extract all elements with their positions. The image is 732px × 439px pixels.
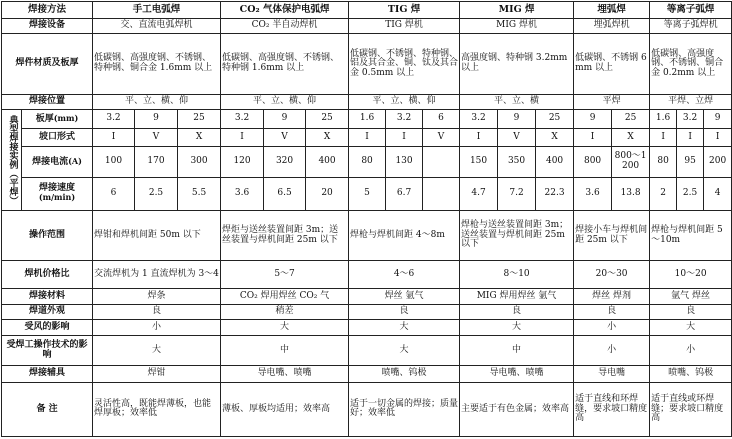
table-cell: 导电嘴、喷嘴: [221, 366, 349, 383]
table-cell: I: [460, 128, 498, 146]
example-side-label-cell: [2, 110, 22, 211]
table-cell: 5～7: [221, 261, 349, 289]
table-cell: 3.6: [221, 177, 264, 210]
table-cell: 良: [349, 304, 460, 320]
thickness-row: [2, 110, 732, 129]
table-cell: I: [650, 128, 677, 146]
table-cell: 320: [264, 146, 306, 177]
table-cell: 4.7: [460, 177, 498, 210]
table-cell: 1.6: [650, 110, 677, 129]
table-cell: 中: [221, 335, 349, 365]
welding-methods-table: [1, 1, 732, 437]
row-label: 焊接设备: [2, 18, 93, 34]
method-saw: 埋弧焊: [574, 2, 650, 19]
table-cell: 低碳钢、不锈钢、特种钢、铝及其合金、铜、钛及其合金 0.5mm 以上: [349, 34, 460, 94]
table-cell: 大: [221, 320, 349, 336]
method-co2: CO₂ 气体保护电弧焊: [221, 2, 349, 19]
table-cell: 焊丝 氩气: [349, 289, 460, 305]
table-cell: 3.2: [677, 110, 704, 129]
table-cell: 3.2: [221, 110, 264, 129]
row-label: 焊件材质及板厚: [2, 34, 93, 94]
table-cell: 9: [264, 110, 306, 129]
consumables-row: [2, 289, 732, 305]
table-cell: 大: [349, 320, 460, 336]
table-cell: 良: [650, 304, 732, 320]
table-cell: 大: [460, 320, 574, 336]
skill-row: [2, 335, 732, 365]
table-cell: 9: [135, 110, 178, 129]
table-cell: 焊枪与焊机间距 4～8m: [349, 211, 460, 261]
appearance-row: [2, 304, 732, 320]
header-label: 焊接方法: [2, 2, 93, 19]
table-cell: 200: [704, 146, 732, 177]
table-cell: CO₂ 焊用焊丝 CO₂ 气: [221, 289, 349, 305]
row-unit: (m/min): [38, 192, 76, 203]
row-label: 焊接辅具: [2, 366, 93, 383]
table-cell: 小: [650, 335, 732, 365]
table-cell: 10～20: [650, 261, 732, 289]
table-cell: X: [612, 128, 650, 146]
table-cell: 平焊: [574, 94, 650, 110]
table-cell: I: [93, 128, 135, 146]
table-cell: I: [704, 128, 732, 146]
table-cell: 适于一切金属的焊接；质量好；效率低: [349, 382, 460, 436]
table-cell: 焊钳和焊机间距 50m 以下: [93, 211, 221, 261]
table-cell: CO₂ 半自动焊机: [221, 18, 349, 34]
current-row: [2, 146, 732, 177]
table-cell: 6: [423, 110, 460, 129]
table-cell: 焊丝 焊剂: [574, 289, 650, 305]
table-cell: 25: [536, 110, 574, 129]
table-cell: 350: [498, 146, 536, 177]
row-label: 受风的影响: [2, 320, 93, 336]
row-label-text: 焊接电流: [32, 156, 69, 167]
table-cell: 6: [93, 177, 135, 210]
groove-row: [2, 128, 732, 146]
table-cell: MIG 焊用焊丝 氩气: [460, 289, 574, 305]
table-cell: 170: [135, 146, 178, 177]
table-cell: 交、直流电弧焊机: [93, 18, 221, 34]
table-cell: 低碳钢、高强度钢、不锈钢、特种钢、铜合金 1.6mm 以上: [93, 34, 221, 94]
table-cell: X: [178, 128, 221, 146]
table-cell: 8～10: [460, 261, 574, 289]
table-cell: 400: [536, 146, 574, 177]
table-cell: 大: [93, 335, 221, 365]
table-cell: I: [677, 128, 704, 146]
row-label: [22, 110, 93, 129]
table-cell: 焊炬与送丝装置间距 3m；送丝装置与焊机间距 25m 以下: [221, 211, 349, 261]
table-cell: 3.2: [460, 110, 498, 129]
accessory-row: [2, 366, 732, 383]
table-cell: 低碳钢、高强度钢、不锈钢、铜合金 0.2mm 以上: [650, 34, 732, 94]
row-unit: (mm): [53, 112, 79, 123]
table-cell: X: [306, 128, 349, 146]
table-cell: 平焊、立焊: [650, 94, 732, 110]
table-cell: 120: [221, 146, 264, 177]
table-cell: 80: [650, 146, 677, 177]
table-cell: TIG 焊机: [349, 18, 460, 34]
table-cell: 焊接小车与焊机间距 25m 以下: [574, 211, 650, 261]
row-unit: (A): [68, 155, 82, 166]
table-cell: 150: [460, 146, 498, 177]
row-label: 焊机价格比: [2, 261, 93, 289]
row-label: 坡口形式: [22, 128, 93, 146]
table-cell: 5: [349, 177, 386, 210]
table-cell: 800～1200: [612, 146, 650, 177]
table-cell: 良: [93, 304, 221, 320]
header-row: [2, 2, 732, 19]
table-cell: 平、立、横、仰: [93, 94, 221, 110]
row-label-text: 板厚: [35, 113, 54, 124]
table-cell: X: [536, 128, 574, 146]
table-cell: 25: [306, 110, 349, 129]
table-cell: 稍差: [221, 304, 349, 320]
table-cell: [423, 177, 460, 210]
table-cell: 95: [677, 146, 704, 177]
table-cell: I: [574, 128, 612, 146]
table-cell: 大: [650, 320, 732, 336]
table-cell: 3.2: [386, 110, 423, 129]
equipment-row: [2, 18, 732, 34]
position-row: [2, 94, 732, 110]
table-cell: 25: [178, 110, 221, 129]
table-cell: 7.2: [498, 177, 536, 210]
wind-row: [2, 320, 732, 336]
row-label: 受焊工操作技术的影响: [2, 335, 93, 365]
table-cell: 5.5: [178, 177, 221, 210]
table-cell: 22.3: [536, 177, 574, 210]
table-cell: I: [221, 128, 264, 146]
table-cell: 交流焊机为 1 直流焊机为 3～4: [93, 261, 221, 289]
row-label: 焊接材料: [2, 289, 93, 305]
method-plasma: 等离子弧焊: [650, 2, 732, 19]
table-cell: 良: [574, 304, 650, 320]
table-cell: 80: [349, 146, 386, 177]
table-cell: 1.6: [349, 110, 386, 129]
table-cell: 等离子弧焊机: [650, 18, 732, 34]
table-cell: 焊钳: [93, 366, 221, 383]
row-label-text: 焊接速度: [39, 183, 76, 194]
table-cell: 3.6: [574, 177, 612, 210]
method-smaw: 手工电弧焊: [93, 2, 221, 19]
table-cell: 25: [612, 110, 650, 129]
table-cell: 6.5: [264, 177, 306, 210]
table-cell: 氩气 焊丝: [650, 289, 732, 305]
table-cell: [423, 146, 460, 177]
table-cell: 适于直线或环焊缝；要求坡口精度高: [650, 382, 732, 436]
price-row: [2, 261, 732, 289]
row-label: [22, 146, 93, 177]
table-cell: 中: [460, 335, 574, 365]
table-cell: I: [386, 128, 423, 146]
range-row: [2, 211, 732, 261]
table-cell: 4: [704, 177, 732, 210]
example-side-label: 典型焊接实例（平焊）: [7, 115, 18, 206]
table-cell: 平、立、横、仰: [349, 94, 460, 110]
table-cell: 小: [574, 320, 650, 336]
row-label: [22, 177, 93, 210]
table-cell: 导电嘴: [574, 366, 650, 383]
table-cell: 13.8: [612, 177, 650, 210]
table-cell: 良: [460, 304, 574, 320]
table-cell: 小: [574, 335, 650, 365]
table-cell: 2: [650, 177, 677, 210]
table-cell: 埋弧焊机: [574, 18, 650, 34]
table-cell: 6.7: [386, 177, 423, 210]
row-label: 备 注: [2, 382, 93, 436]
table-cell: V: [423, 128, 460, 146]
table-cell: 9: [704, 110, 732, 129]
table-cell: 主要适于有色金属；效率高: [460, 382, 574, 436]
table-cell: 2.5: [135, 177, 178, 210]
table-cell: 20: [306, 177, 349, 210]
speed-row: [2, 177, 732, 210]
row-label: 焊接位置: [2, 94, 93, 110]
table-cell: V: [135, 128, 178, 146]
table-cell: 400: [306, 146, 349, 177]
table-cell: 平、立、横: [460, 94, 574, 110]
table-cell: 低碳钢、高强度钢、不锈钢、特种钢 1.6mm 以上: [221, 34, 349, 94]
material-row: [2, 34, 732, 94]
table-cell: 薄板、厚板均适用；效率高: [221, 382, 349, 436]
table-cell: V: [498, 128, 536, 146]
table-cell: 2.5: [677, 177, 704, 210]
table-cell: 3.2: [93, 110, 135, 129]
table-cell: 低碳钢、不锈钢 6mm 以上: [574, 34, 650, 94]
remarks-row: [2, 382, 732, 436]
table-cell: 100: [93, 146, 135, 177]
method-mig: MIG 焊: [460, 2, 574, 19]
table-cell: 喷嘴、钨极: [650, 366, 732, 383]
table-cell: 导电嘴、喷嘴: [460, 366, 574, 383]
row-label: 焊道外观: [2, 304, 93, 320]
table-cell: 适于直线和环焊缝，要求坡口精度高: [574, 382, 650, 436]
table-cell: 9: [498, 110, 536, 129]
method-tig: TIG 焊: [349, 2, 460, 19]
row-label: 操作范围: [2, 211, 93, 261]
table-cell: 焊条: [93, 289, 221, 305]
table-cell: 灵活性高，既能焊薄板，也能焊厚板；效率低: [93, 382, 221, 436]
table-cell: 4～6: [349, 261, 460, 289]
table-cell: 焊枪与焊机间距 5～10m: [650, 211, 732, 261]
table-cell: 130: [386, 146, 423, 177]
table-cell: 喷嘴、钨极: [349, 366, 460, 383]
table-cell: MIG 焊机: [460, 18, 574, 34]
table-cell: 9: [574, 110, 612, 129]
table-cell: 800: [574, 146, 612, 177]
table-cell: 20～30: [574, 261, 650, 289]
table-cell: 焊枪与送丝装置间距 3m；送丝装置与焊机间距 25m 以下: [460, 211, 574, 261]
table-cell: 小: [93, 320, 221, 336]
table-cell: V: [264, 128, 306, 146]
table-cell: I: [349, 128, 386, 146]
table-cell: 300: [178, 146, 221, 177]
table-cell: 大: [349, 335, 460, 365]
table-cell: 高强度钢、特种钢 3.2mm 以上: [460, 34, 574, 94]
table-cell: 平、立、横、仰: [221, 94, 349, 110]
